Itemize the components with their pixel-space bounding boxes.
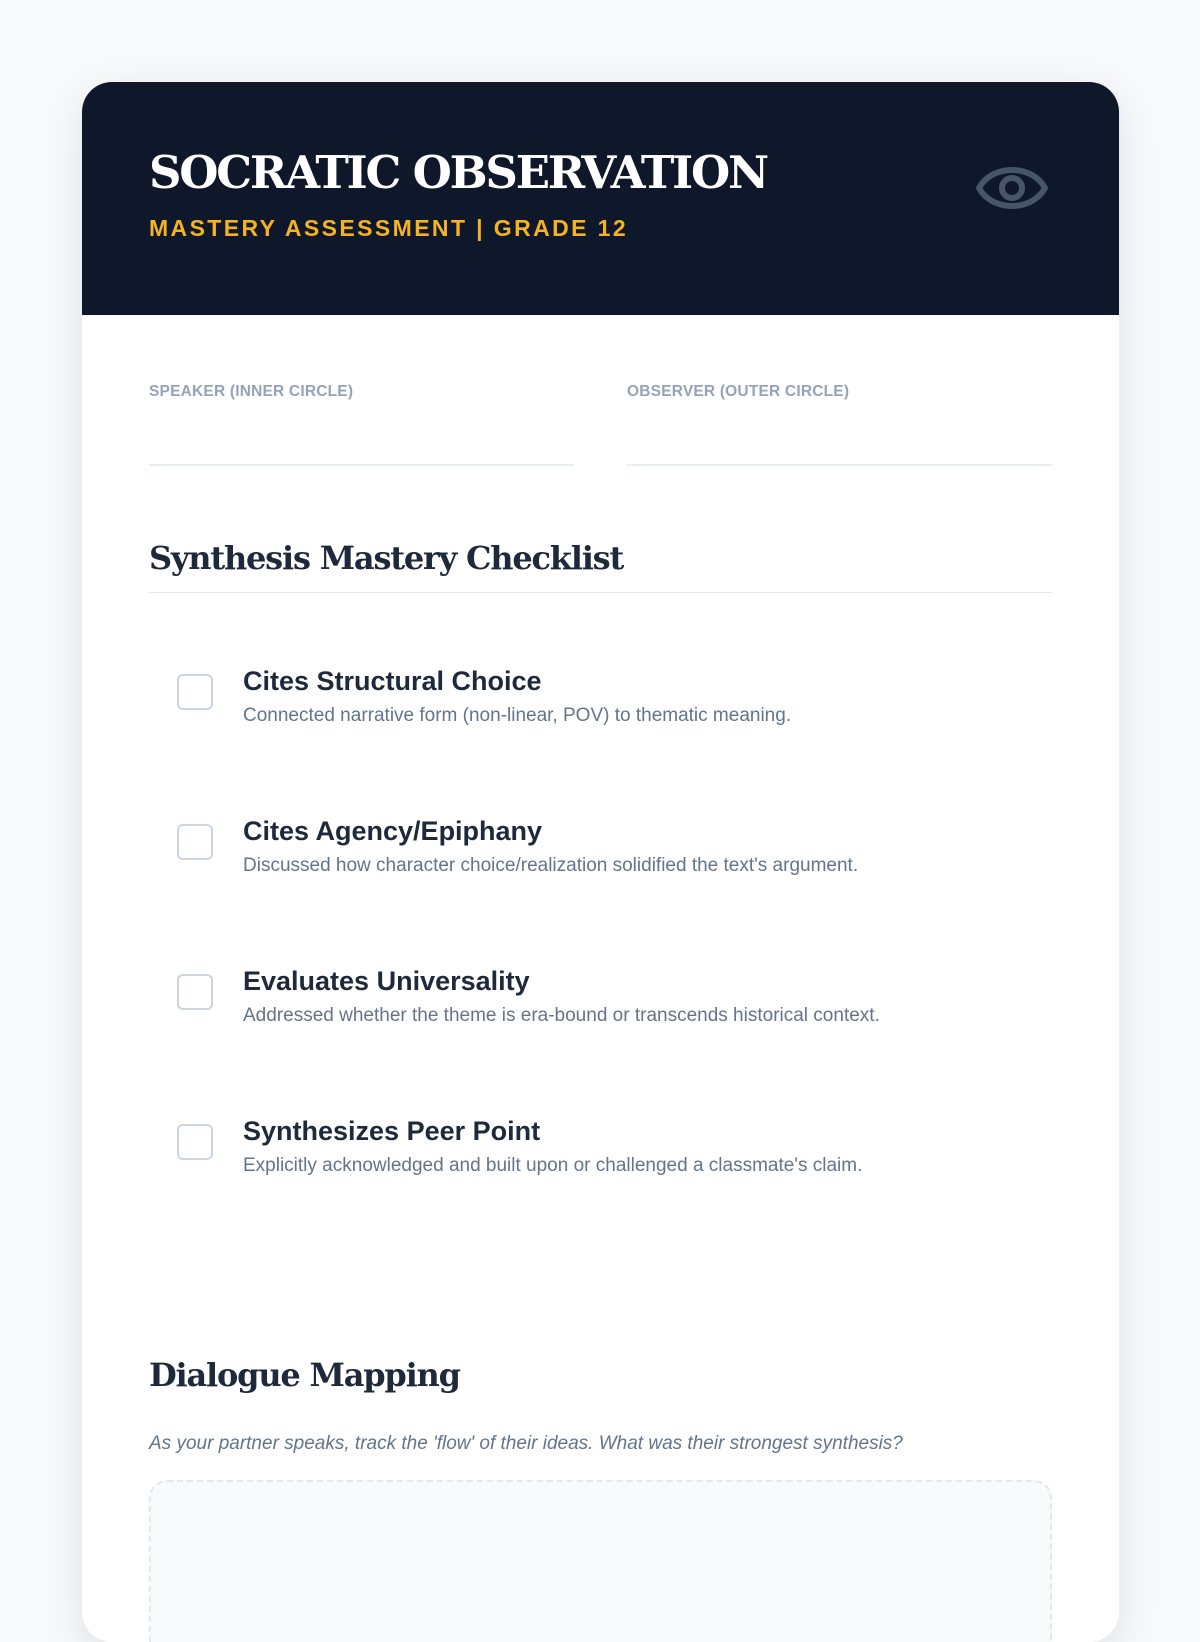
eye-icon	[974, 158, 1050, 218]
checklist-item-structural-choice	[177, 668, 1027, 748]
checkbox-universality[interactable]	[177, 974, 213, 1010]
observer-label: OBSERVER (OUTER CIRCLE)	[627, 383, 850, 400]
observer-input[interactable]	[627, 424, 1052, 466]
form-title: SOCRATIC OBSERVATION	[149, 146, 767, 199]
form-header	[82, 82, 1119, 315]
form-subtitle: MASTERY ASSESSMENT | GRADE 12	[149, 215, 629, 241]
checklist-item-description: Addressed whether the theme is era-bound or transcends historical context.	[243, 1005, 880, 1026]
checkbox-peer-point[interactable]	[177, 1124, 213, 1160]
observation-form-card	[82, 82, 1119, 1642]
observer-field	[627, 384, 1052, 466]
checklist-item-title: Cites Agency/Epiphany	[243, 816, 543, 846]
checklist-item-title: Cites Structural Choice	[243, 666, 542, 696]
dialogue-notes-textarea[interactable]	[149, 1480, 1052, 1642]
checklist-item-peer-point	[177, 1118, 1027, 1198]
checklist-item-description: Connected narrative form (non-linear, POV) to thematic meaning.	[243, 705, 792, 726]
dialogue-title: Dialogue Mapping	[149, 1356, 460, 1394]
checklist-item-universality	[177, 968, 1027, 1048]
checklist-item-description: Discussed how character choice/realization solidified the text's argument.	[243, 855, 859, 876]
speaker-label: SPEAKER (INNER CIRCLE)	[149, 383, 354, 400]
checklist-item-title: Evaluates Universality	[243, 966, 530, 996]
speaker-field	[149, 384, 574, 466]
checklist-item-agency-epiphany	[177, 818, 1027, 898]
checklist-item-title: Synthesizes Peer Point	[243, 1116, 541, 1146]
speaker-input[interactable]	[149, 424, 574, 466]
section-divider	[149, 592, 1052, 593]
checkbox-structural-choice[interactable]	[177, 674, 213, 710]
checklist-item-description: Explicitly acknowledged and built upon or challenged a classmate's claim.	[243, 1155, 863, 1176]
dialogue-prompt: As your partner speaks, track the 'flow' of their ideas. What was their strongest synthesis?	[149, 1433, 903, 1454]
checkbox-agency-epiphany[interactable]	[177, 824, 213, 860]
checklist-title: Synthesis Mastery Checklist	[149, 539, 624, 577]
